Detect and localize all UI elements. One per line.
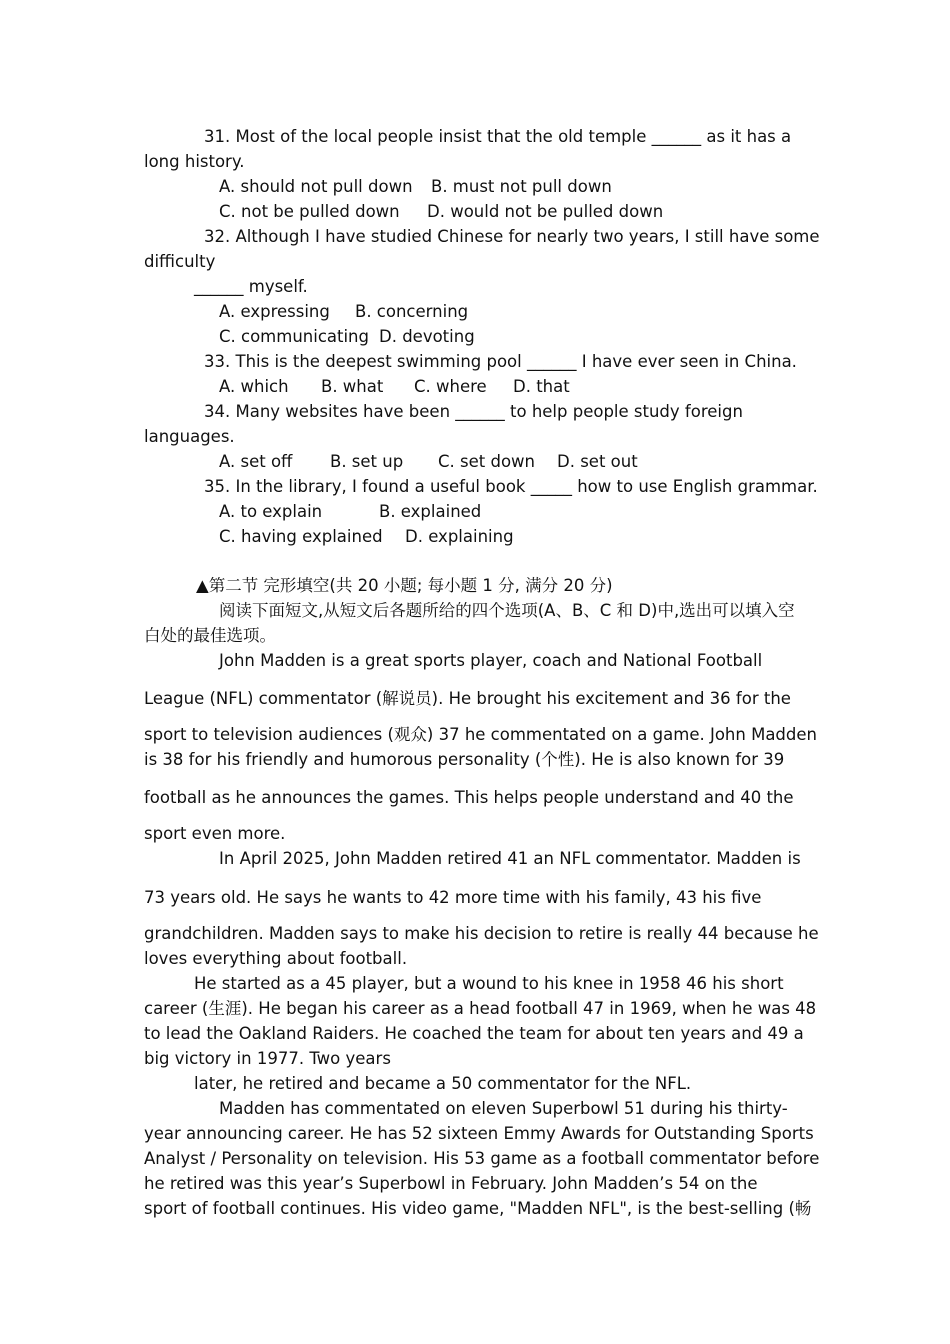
question-34-options-row1 bbox=[219, 450, 638, 474]
option-a: A. which bbox=[219, 377, 289, 396]
passage-line: football as he announces the games. This helps people understand and 40 the bbox=[144, 788, 794, 807]
question-35-stem: 35. In the library, I found a useful book _____ how to use English grammar. bbox=[204, 477, 818, 496]
option-a: A. set off bbox=[219, 452, 293, 471]
passage-line: League (NFL) commentator (解说员). He brought his excitement and 36 for the bbox=[144, 689, 791, 708]
option-d: D. devoting bbox=[379, 327, 475, 346]
option-b: B. what bbox=[321, 377, 384, 396]
section-instruction: 阅读下面短文,从短文后各题所给的四个选项(A、B、C 和 D)中,选出可以填入空 bbox=[219, 601, 795, 620]
passage-line: career (生涯). He began his career as a head football 47 in 1969, when he was 48 bbox=[144, 999, 817, 1018]
question-32-stem: 32. Although I have studied Chinese for nearly two years, I still have some bbox=[204, 227, 820, 246]
option-a: A. should not pull down bbox=[219, 177, 413, 196]
option-c: C. not be pulled down bbox=[219, 202, 400, 221]
passage-line: sport to television audiences (观众) 37 he commentated on a game. John Madden bbox=[144, 725, 817, 744]
question-33-stem: 33. This is the deepest swimming pool ______ I have ever seen in China. bbox=[204, 352, 797, 371]
passage-line: later, he retired and became a 50 commentator for the NFL. bbox=[194, 1074, 692, 1093]
option-b: B. set up bbox=[330, 452, 404, 471]
passage-line: Analyst / Personality on television. His 53 game as a football commentator before bbox=[144, 1149, 820, 1168]
passage-line: loves everything about football. bbox=[144, 949, 408, 968]
section-heading: ▲第二节 完形填空(共 20 小题; 每小题 1 分, 满分 20 分) bbox=[196, 576, 613, 595]
question-32-stem-cont: difficulty bbox=[144, 252, 216, 271]
question-32-stem-cont2: ______ myself. bbox=[194, 277, 308, 296]
option-d: D. would not be pulled down bbox=[427, 202, 664, 221]
passage-line: is 38 for his friendly and humorous personality (个性). He is also known for 39 bbox=[144, 750, 785, 769]
option-a: A. to explain bbox=[219, 502, 323, 521]
passage-line: Madden has commentated on eleven Superbowl 51 during his thirty- bbox=[219, 1099, 788, 1118]
option-c: C. set down bbox=[438, 452, 535, 471]
question-35-options-row2 bbox=[219, 525, 514, 549]
option-b: B. must not pull down bbox=[431, 177, 612, 196]
question-32-options-row2 bbox=[219, 325, 475, 349]
passage-line: to lead the Oakland Raiders. He coached the team for about ten years and 49 a bbox=[144, 1024, 804, 1043]
option-b: B. explained bbox=[379, 502, 482, 521]
question-35-options-row1 bbox=[219, 500, 481, 524]
option-c: C. communicating bbox=[219, 327, 369, 346]
option-c: C. having explained bbox=[219, 527, 383, 546]
option-d: D. that bbox=[513, 377, 570, 396]
passage-line: In April 2025, John Madden retired 41 an NFL commentator. Madden is bbox=[219, 849, 801, 868]
section-instruction-cont: 白处的最佳选项。 bbox=[144, 626, 276, 645]
passage-line: he retired was this year’s Superbowl in February. John Madden’s 54 on the bbox=[144, 1174, 758, 1193]
question-34-stem-cont: languages. bbox=[144, 427, 235, 446]
question-34-stem: 34. Many websites have been ______ to help people study foreign bbox=[204, 402, 743, 421]
question-31-options-row1 bbox=[219, 175, 612, 199]
passage-line: grandchildren. Madden says to make his decision to retire is really 44 because he bbox=[144, 924, 819, 943]
passage-line: sport even more. bbox=[144, 824, 286, 843]
option-d: D. set out bbox=[557, 452, 638, 471]
question-33-options-row1 bbox=[219, 375, 570, 399]
option-d: D. explaining bbox=[405, 527, 514, 546]
option-c: C. where bbox=[414, 377, 487, 396]
passage-line: John Madden is a great sports player, coach and National Football bbox=[219, 651, 763, 670]
option-a: A. expressing bbox=[219, 302, 330, 321]
question-32-options-row1 bbox=[219, 300, 468, 324]
question-31-stem: 31. Most of the local people insist that the old temple ______ as it has a bbox=[204, 127, 792, 146]
question-31-options-row2 bbox=[219, 200, 663, 224]
question-31-stem-cont: long history. bbox=[144, 152, 245, 171]
passage-line: year announcing career. He has 52 sixteen Emmy Awards for Outstanding Sports bbox=[144, 1124, 814, 1143]
passage-line: He started as a 45 player, but a wound to his knee in 1958 46 his short bbox=[194, 974, 784, 993]
option-b: B. concerning bbox=[355, 302, 469, 321]
passage-line: big victory in 1977. Two years bbox=[144, 1049, 391, 1068]
passage-line: 73 years old. He says he wants to 42 more time with his family, 43 his five bbox=[144, 888, 762, 907]
passage-line: sport of football continues. His video game, "Madden NFL", is the best-selling (畅 bbox=[144, 1199, 812, 1218]
